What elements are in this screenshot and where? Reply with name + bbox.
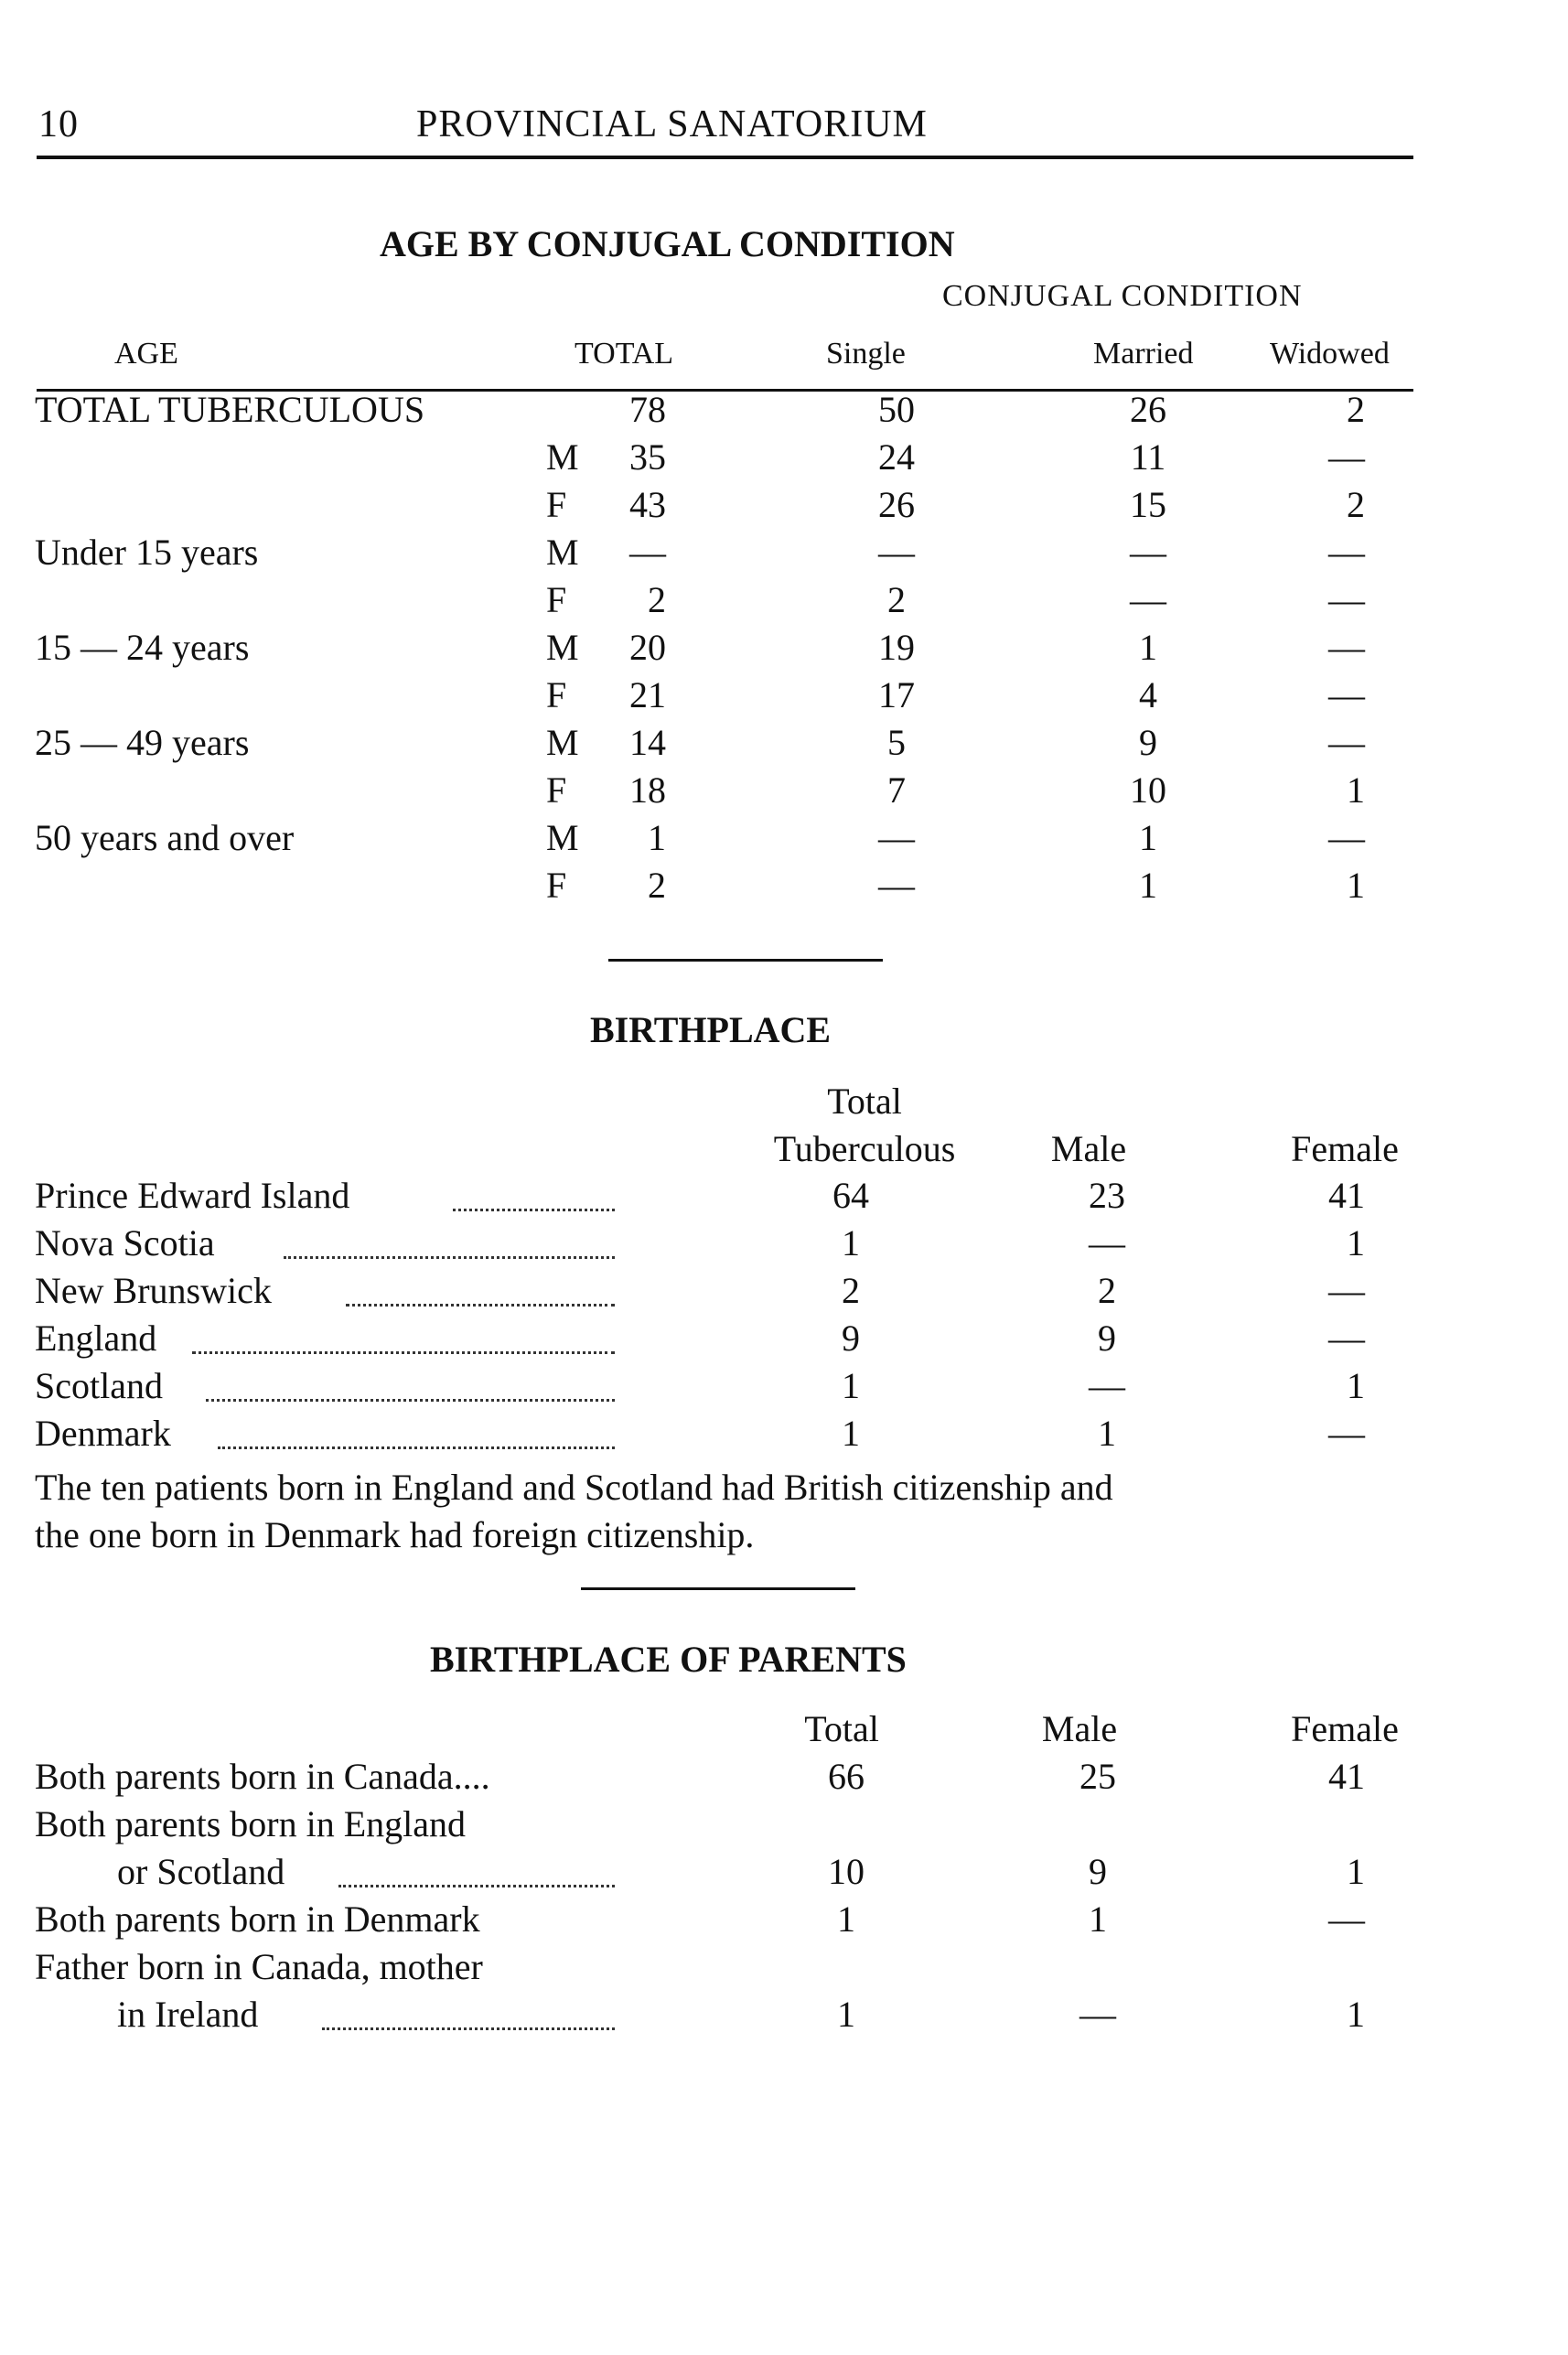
total-value: 20 [629,627,666,668]
total-value: 21 [629,674,666,715]
single-value: 26 [878,484,915,525]
birthplace-note-line1: The ten patients born in England and Scotland had British citizenship and [35,1467,1113,1508]
dot-leader [192,1351,615,1354]
married-value: 15 [1130,484,1166,525]
married-value: 9 [1139,722,1157,763]
married-value: 26 [1130,389,1166,430]
sex-code: M [546,532,579,573]
birthplace-male: — [1089,1365,1125,1406]
birthplace-female: — [1328,1270,1365,1311]
birthplace-female: 1 [1347,1222,1365,1264]
widowed-value: — [1328,532,1365,573]
single-value: 7 [887,769,906,811]
single-value: — [878,865,915,906]
single-value: 24 [878,436,915,478]
married-value: — [1130,579,1166,620]
birthplace-male: 9 [1098,1317,1116,1359]
birthplace-total: 9 [842,1317,860,1359]
total-value: 18 [629,769,666,811]
widowed-value: — [1328,817,1365,858]
birthplace-label: New Brunswick [35,1270,272,1311]
col-age: AGE [114,337,178,371]
birthplace-male: 23 [1089,1175,1125,1216]
parents-label: Father born in Canada, mother [35,1946,483,1987]
col-married: Married [1093,337,1194,371]
birthplace-total: 64 [832,1175,869,1216]
birthplace-total: 2 [842,1270,860,1311]
single-value: — [878,817,915,858]
sex-code: M [546,722,579,763]
col-single: Single [826,337,906,371]
sex-code: F [546,769,567,811]
age-group-label: 25 — 49 years [35,722,250,763]
parents-label: Both parents born in Denmark [35,1898,480,1940]
widowed-value: — [1328,436,1365,478]
age-group-label: 15 — 24 years [35,627,250,668]
birthplace-label: Nova Scotia [35,1222,215,1264]
single-value: 2 [887,579,906,620]
total-value: 2 [648,865,666,906]
parents-label: Both parents born in Canada.... [35,1756,490,1797]
single-value: — [878,532,915,573]
total-value: 35 [629,436,666,478]
single-value: 50 [878,389,915,430]
married-value: 10 [1130,769,1166,811]
widowed-value: — [1328,674,1365,715]
parents-title: BIRTHPLACE OF PARENTS [430,1639,907,1680]
widowed-value: 2 [1347,484,1365,525]
married-value: 4 [1139,674,1157,715]
widowed-value: — [1328,722,1365,763]
dot-leader [338,1885,615,1887]
running-title: PROVINCIAL SANATORIUM [416,103,928,145]
sex-code: F [546,674,567,715]
conjugal-group-header: CONJUGAL CONDITION [942,279,1303,313]
sex-code: M [546,627,579,668]
parents-male: 9 [1089,1851,1107,1892]
dot-leader [322,2027,615,2030]
col-total: TOTAL [575,337,674,371]
sex-code: M [546,436,579,478]
birthplace-female: — [1328,1413,1365,1454]
birthplace-label: Scotland [35,1365,163,1406]
page-number: 10 [38,103,79,145]
widowed-value: 1 [1347,769,1365,811]
birthplace-col-total-line2: Tuberculous [773,1128,956,1169]
birthplace-female: 1 [1347,1365,1365,1406]
birthplace-note-line2: the one born in Denmark had foreign citizenship. [35,1514,755,1555]
parents-female: 1 [1347,1851,1365,1892]
sex-code: F [546,865,567,906]
parents-total: 1 [837,1898,855,1940]
birthplace-label: England [35,1317,157,1359]
birthplace-label: Denmark [35,1413,171,1454]
parents-label-continued: or Scotland [117,1851,285,1892]
birthplace-total: 1 [842,1222,860,1264]
total-value: 43 [629,484,666,525]
birthplace-col-male: Male [1050,1128,1127,1169]
sex-code: F [546,484,567,525]
age-group-label: Under 15 years [35,532,259,573]
parents-male: 25 [1079,1756,1116,1797]
widowed-value: — [1328,579,1365,620]
widowed-value: — [1328,627,1365,668]
dot-leader [218,1446,615,1449]
parents-col-female: Female [1291,1708,1399,1749]
parents-male: — [1079,1994,1116,2035]
birthplace-title: BIRTHPLACE [590,1009,832,1050]
married-value: 11 [1130,436,1166,478]
sex-code: M [546,817,579,858]
total-value: 1 [648,817,666,858]
parents-female: — [1328,1898,1365,1940]
total-value: — [629,532,666,573]
parents-male: 1 [1089,1898,1107,1940]
total-value: 2 [648,579,666,620]
col-widowed: Widowed [1270,337,1390,371]
parents-label: Both parents born in England [35,1803,467,1844]
birthplace-female: — [1328,1317,1365,1359]
married-value: 1 [1139,627,1157,668]
sex-code: F [546,579,567,620]
dot-leader [453,1209,615,1211]
birthplace-female: 41 [1328,1175,1365,1216]
age-group-label: 50 years and over [35,817,295,858]
section-divider [608,959,883,962]
widowed-value: 2 [1347,389,1365,430]
single-value: 17 [878,674,915,715]
widowed-value: 1 [1347,865,1365,906]
parents-col-total: Total [804,1708,879,1749]
parents-female: 1 [1347,1994,1365,2035]
birthplace-col-total-line1: Total [827,1081,902,1122]
dot-leader [206,1399,615,1402]
birthplace-total: 1 [842,1365,860,1406]
married-value: 1 [1139,865,1157,906]
parents-col-male: Male [1041,1708,1118,1749]
parents-total: 66 [828,1756,865,1797]
single-value: 5 [887,722,906,763]
birthplace-total: 1 [842,1413,860,1454]
header-rule [37,156,1413,159]
age-group-label: TOTAL TUBERCULOUS [35,389,425,430]
birthplace-male: 1 [1098,1413,1116,1454]
birthplace-male: 2 [1098,1270,1116,1311]
total-value: 14 [629,722,666,763]
birthplace-label: Prince Edward Island [35,1175,350,1216]
single-value: 19 [878,627,915,668]
total-value: 78 [629,389,666,430]
birthplace-col-female: Female [1291,1128,1399,1169]
birthplace-male: — [1089,1222,1125,1264]
parents-total: 1 [837,1994,855,2035]
married-value: — [1130,532,1166,573]
parents-label-continued: in Ireland [117,1994,259,2035]
dot-leader [346,1304,615,1307]
parents-total: 10 [828,1851,865,1892]
dot-leader [284,1256,615,1259]
parents-female: 41 [1328,1756,1365,1797]
section-divider-2 [581,1587,855,1590]
age-table-title: AGE BY CONJUGAL CONDITION [380,223,955,264]
married-value: 1 [1139,817,1157,858]
